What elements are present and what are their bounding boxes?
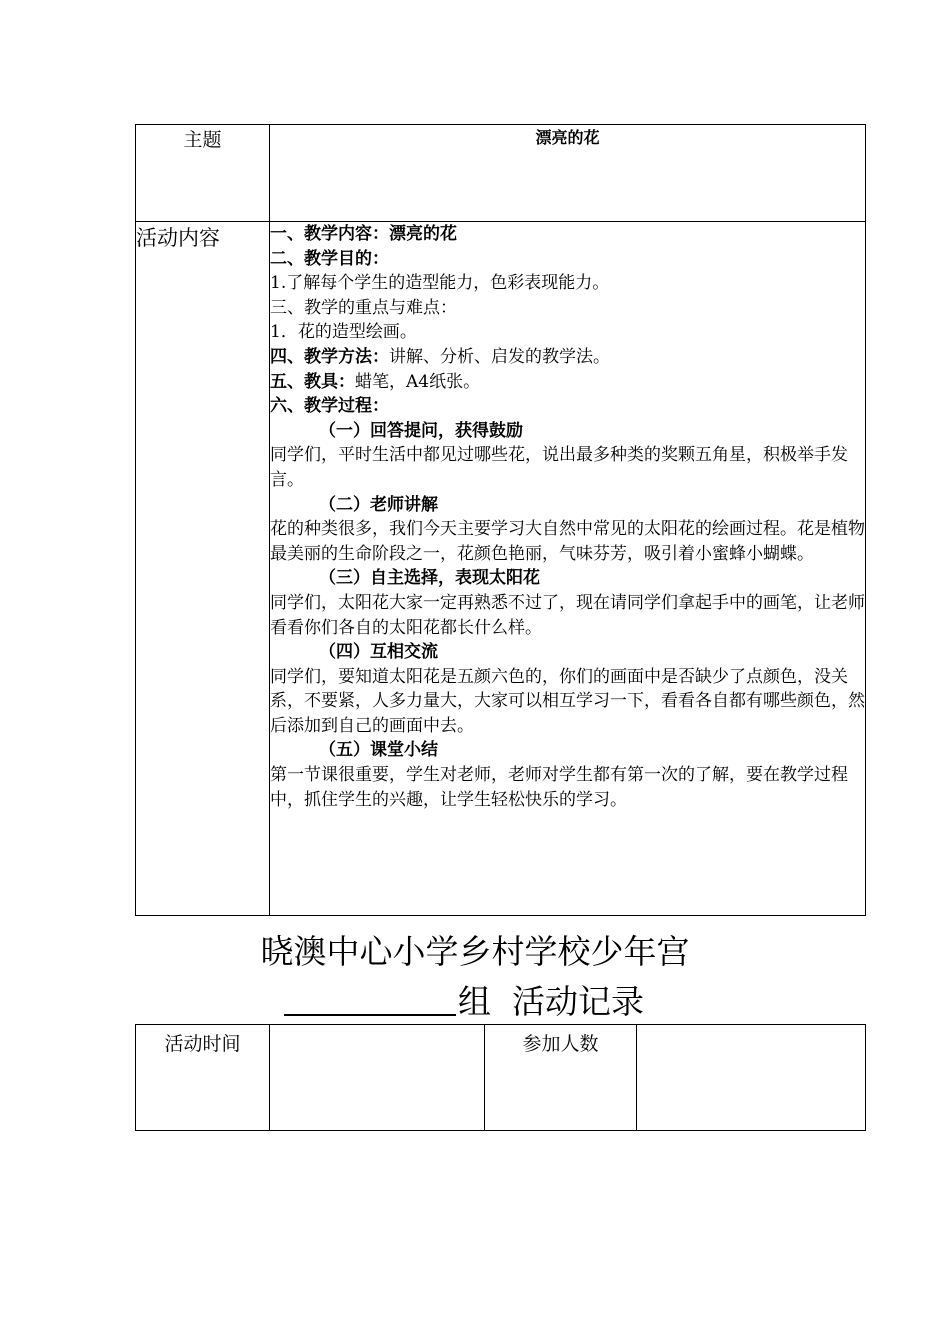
content-line: 1.了解每个学生的造型能力，色彩表现能力。: [270, 273, 610, 294]
content-line-bold: 五、教具：: [270, 371, 355, 392]
content-line: 三、教学的重点与难点：: [270, 297, 457, 318]
activity-content-label: 活动内容: [136, 222, 270, 916]
content-line: [270, 345, 865, 370]
content-line-bold: 四、教学方法：: [270, 346, 389, 367]
activity-time-label: 活动时间: [136, 1025, 270, 1131]
activity-time-value: [270, 1025, 485, 1131]
content-line: 1．花的造型绘画。: [270, 322, 417, 343]
group-name-blank: [284, 980, 456, 1016]
school-title: 晓澳中心小学乡村学校少年宫: [260, 932, 690, 971]
record-row: [136, 1025, 866, 1131]
lesson-table: [135, 124, 866, 916]
content-line: 同学们，平时生活中都见过哪些花，说出最多种类的奖颗五角星，积极举手发言。: [270, 445, 848, 490]
content-line: （四）互相交流: [319, 642, 438, 663]
content-line: 六、教学过程：: [270, 396, 389, 417]
activity-content: [270, 222, 866, 916]
record-title: [284, 980, 644, 1024]
record-table: [135, 1024, 866, 1131]
content-line: [270, 370, 865, 395]
content-line: （三）自主选择，表现太阳花: [319, 568, 540, 589]
content-line-rest: 讲解、分析、启发的教学法。: [389, 346, 610, 367]
record-title-text: 组 活动记录: [458, 982, 644, 1021]
content-line: 一、教学内容：漂亮的花: [270, 224, 457, 244]
content-line: （五）课堂小结: [319, 740, 438, 761]
subject-value: 漂亮的花: [270, 125, 866, 222]
content-line: 花的种类很多，我们今天主要学习大自然中常见的太阳花的绘画过程。花是植物最美丽的生命阶段之一，花颜色艳丽，气味芬芳，吸引着小蜜蜂小蝴蝶。: [270, 519, 865, 564]
participant-count-label: 参加人数: [485, 1025, 637, 1131]
content-line: （二）老师讲解: [319, 494, 438, 515]
content-line: （一）回答提问，获得鼓励: [319, 420, 523, 441]
content-line: 同学们，太阳花大家一定再熟悉不过了，现在请同学们拿起手中的画笔，让老师看看你们各自的太阳花都长什么样。: [270, 592, 865, 638]
subject-label: 主题: [136, 125, 270, 222]
content-line: 二、教学目的：: [270, 248, 389, 269]
subject-row: [136, 125, 866, 222]
participant-count-value: [637, 1025, 866, 1131]
activity-row: [136, 222, 866, 916]
content-line: 第一节课很重要，学生对老师，老师对学生都有第一次的了解，要在教学过程中，抓住学生的兴趣，让学生轻松快乐的学习。: [270, 765, 848, 810]
content-line-rest: 蜡笔，A4纸张。: [355, 371, 481, 392]
content-line: 同学们，要知道太阳花是五颜六色的，你们的画面中是否缺少了点颜色，没关系，不要紧，人多力量大，大家可以相互学习一下，看看各自都有哪些颜色，然后添加到自己的画面中去。: [270, 666, 865, 736]
